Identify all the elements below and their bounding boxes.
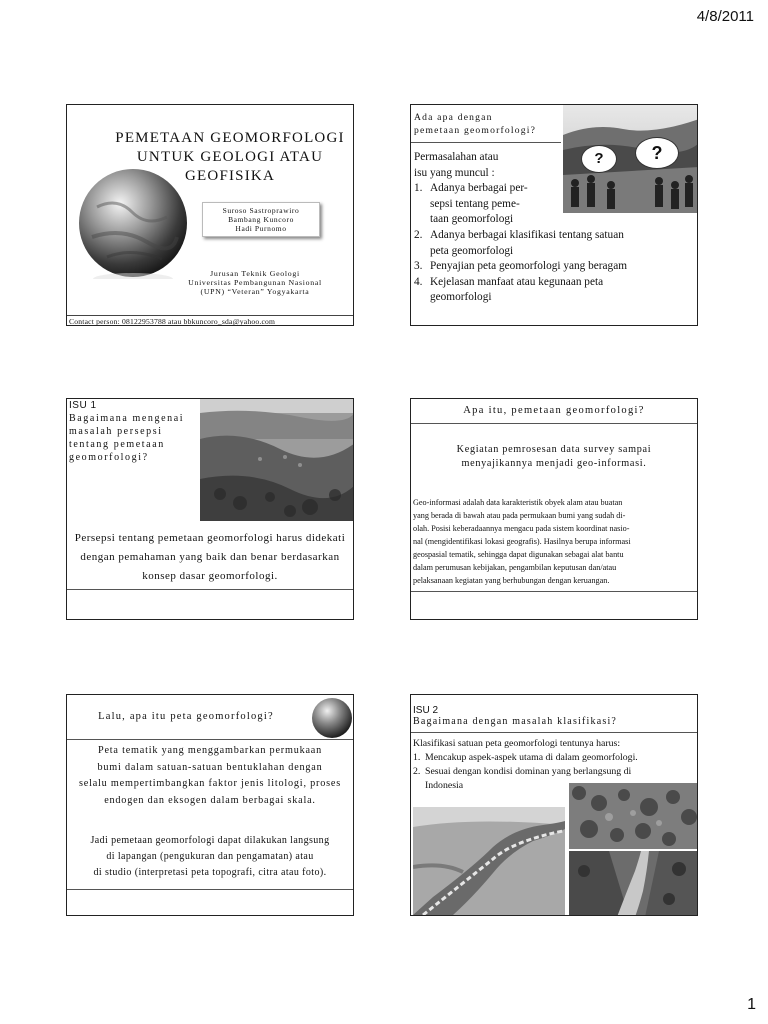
contact-line [67,315,353,326]
issue-tag: ISU 1 [69,400,97,411]
intro-line-2: isu yang muncul : [414,166,495,179]
slide-5 [66,694,354,916]
title-line-1: Ada apa dengan [414,112,493,123]
river-valley-photo [569,851,697,916]
issue-tag: ISU 2 [413,705,439,716]
slide-1-title [107,129,353,186]
list-item: 2. Sesuai dengan kondisi dominan yang berlangsung di [413,766,632,777]
slide-4 [410,398,698,620]
intro-line-1: Permasalahan atau [414,151,499,163]
title-line-1: PEMETAAN GEOMORFOLOGI [115,130,345,146]
vegetation-slope-photo [569,783,697,849]
list-item: 3. Penyajian peta geomorfologi yang beragam [414,260,628,273]
slide-6 [410,694,698,916]
note: Jadi pemetaan geomorfologi dapat dilakukan langsung di lapangan (pengukuran dan pengamatan) atau di studio (interpretasi peta topografi, citra atau foto). [90,835,330,878]
author-2: Bambang Kuncoro [228,215,294,224]
slide-2-title [414,111,536,137]
title-underline [67,739,353,740]
aerial-river-photo [413,807,565,915]
slide-3 [66,398,354,620]
title-underline [411,423,697,424]
list-item: 2. Adanya berbagai klasifikasi tentang satuan peta geomorfologi [414,228,624,257]
contact-email[interactable]: bbkuncoro_sda@yahoo.com [183,317,276,326]
print-date: 4/8/2011 [696,8,754,25]
institution [167,269,343,296]
issues-list [414,150,696,306]
classification-list: Klasifikasi satuan peta geomorfologi tentunya harus: 1. Mencakup aspek-aspek utama di dalam geomorfologi. 2. Sesuai dengan kondisi dominan yang berlangsung di Indonesia [413,737,697,793]
contact-label: Contact person: [69,317,120,326]
institution-line-2: Universitas Pembangunan Nasional [188,278,322,287]
definition: Kegiatan pemrosesan data survey sampai menyajikannya menjadi geo-informasi. [456,444,652,469]
landscape-photo [200,399,354,521]
definition-paragraph: Geo-informasi adalah data karakteristik obyek alam atau buatan yang berada di bawah atau pada permukaan bumi yang sudah di- olah. Posisi keberadaannya mengacu pada sistem koordinat nasio- nal (mengidentifikasi lokasi geografis). Hasilnya berupa informasi geospasial tematik, sehingga dapat digunakan sebagai alat bantu dalam perumusan kebijakan, pengambilan keputusan dan/atau pelaksanaan kegiatan yang berhubungan dengan keruangan. [413,498,631,585]
slide-4-title: Apa itu, pemetaan geomorfologi? [463,405,645,416]
definition: Peta tematik yang menggambarkan permukaan bumi dalam satuan-satuan bentuklahan dengan selalu mempertimbangkan faktor jenis litologi, proses endogen dan eksogen dalam berbagai skala. [79,745,341,806]
author-3: Hadi Purnomo [235,224,287,233]
divider [67,889,353,890]
list-item: 1. Mencakup aspek-aspek utama di dalam geomorfologi. [413,752,638,763]
answer-band: Persepsi tentang pemetaan geomorfologi harus didekati dengan pemahaman yang baik dan benar berdasarkan konsep dasar geomorfologi. [67,521,353,591]
list-item: 4. Kejelasan manfaat atau kegunaan peta geomorfologi [414,275,604,304]
page-number: 1 [747,996,756,1013]
divider [67,589,353,590]
institution-line-3: (UPN) “Veteran” Yogyakarta [200,287,310,296]
title-line-2: UNTUK GEOLOGI ATAU [136,149,324,165]
thought-bubble-right: ? [635,137,679,169]
title-underline [411,142,561,143]
title-line-3: GEOFISIKA [185,168,275,184]
author-1: Suroso Sastroprawiro [222,206,300,215]
slide-5-title: Lalu, apa itu peta geomorfologi? [98,711,274,722]
slide-3-question: Bagaimana mengenai masalah persepsi tentang pemetaan geomorfologi? [69,413,185,463]
divider [411,591,697,592]
thought-bubble-left: ? [581,145,617,173]
title-line-2: pemetaan geomorfologi? [414,125,537,136]
slide-2 [410,104,698,326]
title-underline [411,732,697,733]
institution-line-1: Jurusan Teknik Geologi [210,269,300,278]
contact-phone: 08122953788 atau [119,317,184,326]
authors-box [202,202,320,237]
list-item: 1. Adanya berbagai per- sepsi tentang peme- taan geomorfologi [414,182,528,226]
slide-1 [66,104,354,326]
globe-image [311,697,353,739]
slide-6-question: Bagaimana dengan masalah klasifikasi? [413,716,618,727]
